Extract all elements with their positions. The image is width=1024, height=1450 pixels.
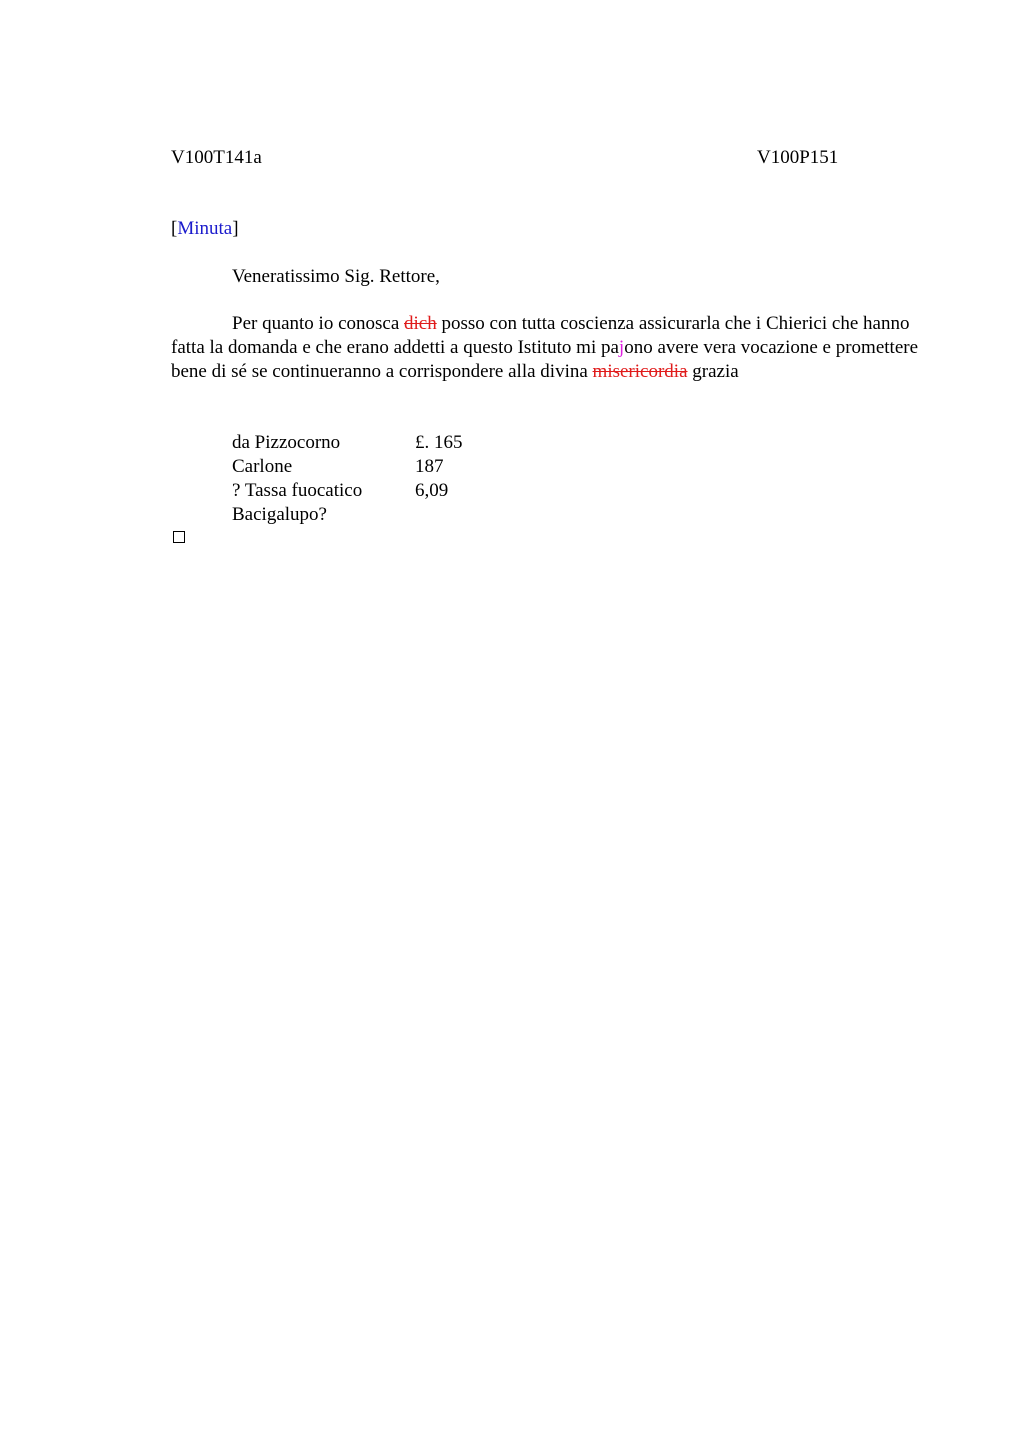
document-reference-left: V100T141a xyxy=(171,147,262,168)
ledger-row xyxy=(232,431,463,455)
ledger-row xyxy=(232,455,463,479)
deleted-word-misericordia: misericordia xyxy=(592,361,688,382)
deleted-word-dich: dich xyxy=(404,313,437,334)
ledger-label: Carlone xyxy=(232,456,293,477)
body-text-2: posso con tutta coscienza assicurarla che i Chierici che hanno fatta la domanda e che erano addetti a questo Istituto mi pa xyxy=(171,313,910,358)
ledger-label: Bacigalupo? xyxy=(232,504,327,525)
document-reference-right: V100P151 xyxy=(757,147,839,168)
ledger-label: ? Tassa fuocatico xyxy=(232,480,363,501)
ledger-row xyxy=(232,479,463,503)
ledger-list xyxy=(232,431,463,527)
ledger-label: da Pizzocorno xyxy=(232,432,341,453)
letter-body xyxy=(171,312,921,384)
body-text-3: ono avere vera vocazione e promettere bene di sé se continueranno a corrispondere alla divina xyxy=(171,337,919,382)
minuta-text: Minuta xyxy=(177,218,233,239)
ledger-value: 187 xyxy=(415,456,444,477)
bracket-open: [ xyxy=(171,218,178,239)
body-text-4: grazia xyxy=(687,361,739,382)
ledger-row xyxy=(232,503,463,527)
salutation: Veneratissimo Sig. Rettore, xyxy=(232,266,440,287)
minuta-label xyxy=(171,217,239,241)
bracket-close: ] xyxy=(232,218,239,239)
ledger-value: £. 165 xyxy=(415,432,463,453)
ledger-value: 6,09 xyxy=(415,480,449,501)
body-text-1: Per quanto io conosca xyxy=(232,313,405,334)
inserted-letter-j: j xyxy=(618,337,625,358)
end-marker-square-icon xyxy=(173,531,185,543)
